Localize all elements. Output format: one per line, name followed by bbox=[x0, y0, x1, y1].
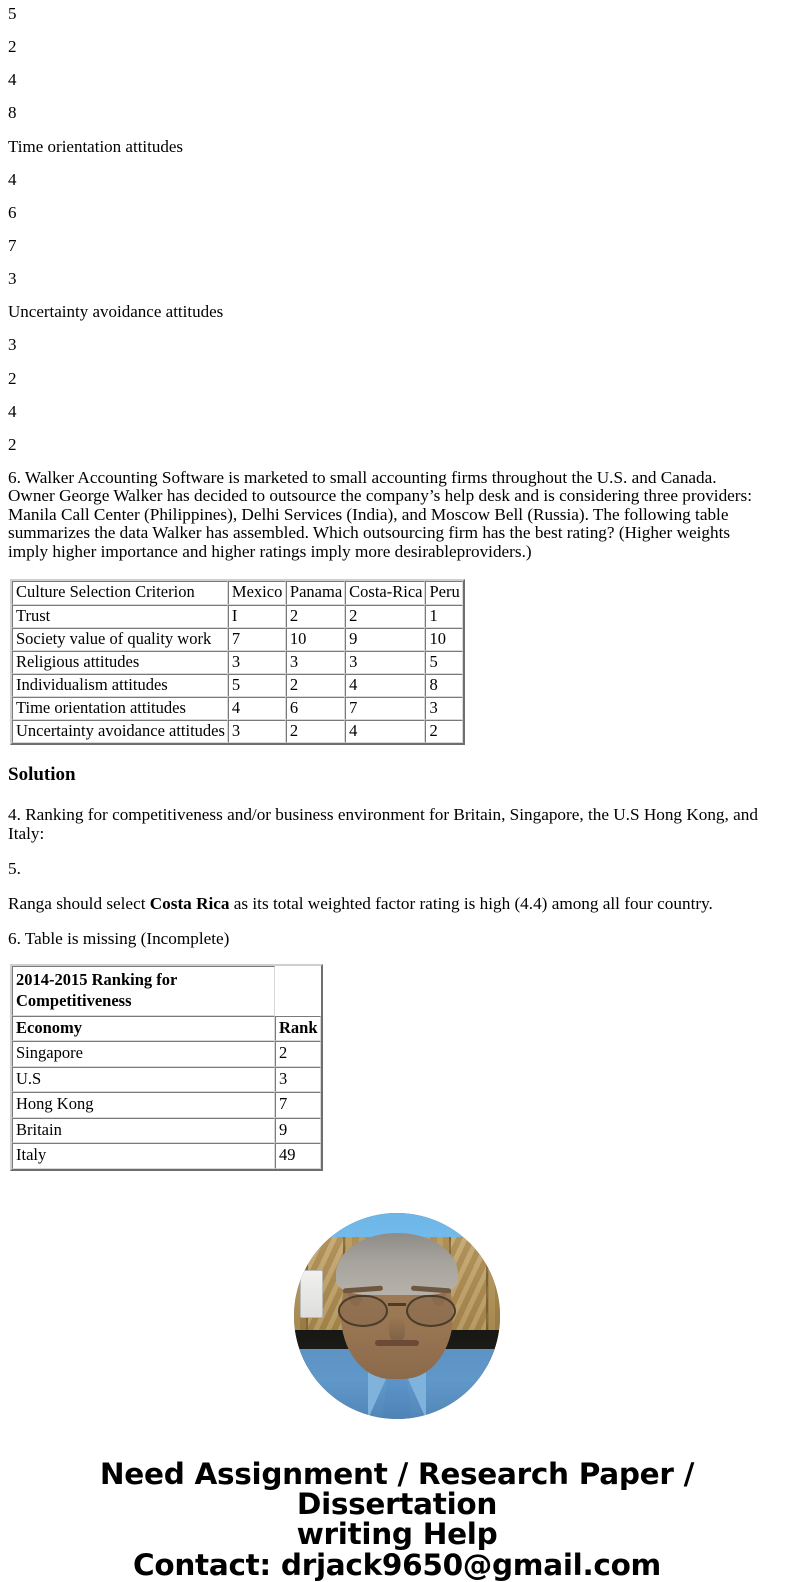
fragment-line: 2 bbox=[8, 434, 17, 454]
promo-contact-line: Contact: drjack9650@gmail.com bbox=[133, 1547, 661, 1582]
table-row bbox=[12, 1118, 321, 1143]
avatar-background-switchplate bbox=[300, 1270, 323, 1317]
cell-mexico: 5 bbox=[228, 674, 286, 697]
fragment-line: 6 bbox=[8, 202, 17, 222]
avatar-container bbox=[8, 1213, 786, 1419]
competitiveness-ranking-table bbox=[10, 964, 323, 1170]
avatar-nose bbox=[389, 1316, 405, 1342]
ranking-table-title-blank bbox=[275, 966, 321, 1015]
promo-block bbox=[8, 1456, 786, 1582]
cell-peru: 3 bbox=[425, 697, 462, 720]
solution-item-6: 6. Table is missing (Incomplete) bbox=[8, 928, 230, 948]
cell-rank: 2 bbox=[275, 1041, 321, 1066]
cell-costa-rica: 3 bbox=[345, 651, 425, 674]
table-row bbox=[12, 1092, 321, 1117]
cell-peru: 5 bbox=[425, 651, 462, 674]
fragment-line: 4 bbox=[8, 169, 17, 189]
table-row bbox=[12, 1041, 321, 1066]
cell-criterion: Trust bbox=[12, 605, 228, 628]
fragment-line: 2 bbox=[8, 368, 17, 388]
cell-economy: Hong Kong bbox=[12, 1092, 275, 1117]
cell-economy: U.S bbox=[12, 1067, 275, 1092]
table-row bbox=[12, 720, 463, 743]
table-header-row bbox=[12, 581, 463, 604]
avatar-mouth bbox=[375, 1340, 419, 1346]
fragment-line: 5 bbox=[8, 4, 17, 23]
table-row bbox=[12, 651, 463, 674]
solution-item-4: 4. Ranking for competitiveness and/or business environment for Britain, Singapore, the U.S Hong Kong, and Italy: bbox=[8, 805, 758, 843]
cell-rank: 49 bbox=[275, 1143, 321, 1168]
fragment-line: 3 bbox=[8, 335, 17, 355]
table-row bbox=[12, 1067, 321, 1092]
solution-heading: Solution bbox=[8, 764, 76, 786]
solution-item-5-text bbox=[8, 895, 786, 914]
table-row bbox=[12, 697, 463, 720]
cell-costa-rica: 9 bbox=[345, 628, 425, 651]
column-header-criterion: Culture Selection Criterion bbox=[12, 581, 228, 604]
solution-text-after: as its total weighted factor rating is high (4.4) among all four country. bbox=[229, 893, 713, 913]
cell-economy: Italy bbox=[12, 1143, 275, 1168]
cell-economy: Singapore bbox=[12, 1041, 275, 1066]
question-paragraph: 6. Walker Accounting Software is marketed to small accounting firms throughout the U.S. and Canada. Owner George Walker has decided to outsource the company’s help desk and is considering three providers: Manila Call Center (Philippines), Delhi Services (India), and Moscow Bell (Russia). The following table summarizes the data Walker has assembled. Which outsourcing firm has the best rating? (Higher weights imply higher importance and higher ratings imply more desirableproviders.) bbox=[8, 467, 752, 561]
cell-costa-rica: 4 bbox=[345, 720, 425, 743]
fragment-line: 7 bbox=[8, 235, 17, 255]
table-row bbox=[12, 1143, 321, 1168]
fragment-line: 2 bbox=[8, 37, 17, 57]
cell-rank: 3 bbox=[275, 1067, 321, 1092]
cell-costa-rica: 4 bbox=[345, 674, 425, 697]
table-row bbox=[12, 674, 463, 697]
column-header-economy: Economy bbox=[12, 1016, 275, 1041]
solution-text-before: Ranga should select bbox=[8, 893, 150, 913]
fragment-line-time-orientation: Time orientation attitudes bbox=[8, 136, 184, 156]
cell-panama: 3 bbox=[286, 651, 345, 674]
cell-mexico: I bbox=[228, 605, 286, 628]
avatar bbox=[294, 1213, 500, 1419]
cell-peru: 2 bbox=[425, 720, 462, 743]
cell-mexico: 7 bbox=[228, 628, 286, 651]
cell-criterion: Society value of quality work bbox=[12, 628, 228, 651]
table-row bbox=[12, 605, 463, 628]
cell-panama: 2 bbox=[286, 720, 345, 743]
table-title-row bbox=[12, 966, 321, 1015]
fragment-line: 4 bbox=[8, 401, 17, 421]
fragment-line: 4 bbox=[8, 70, 17, 90]
fragment-line-uncertainty-avoidance: Uncertainty avoidance attitudes bbox=[8, 302, 224, 322]
cell-mexico: 3 bbox=[228, 720, 286, 743]
avatar-lens-left bbox=[338, 1295, 388, 1327]
top-fragment-list bbox=[8, 5, 786, 454]
cell-panama: 10 bbox=[286, 628, 345, 651]
fragment-line: 3 bbox=[8, 269, 17, 289]
promo-line-2: writing Help bbox=[296, 1517, 498, 1552]
cell-criterion: Uncertainty avoidance attitudes bbox=[12, 720, 228, 743]
cell-economy: Britain bbox=[12, 1118, 275, 1143]
avatar-glasses-bridge bbox=[388, 1303, 406, 1306]
cell-peru: 10 bbox=[425, 628, 462, 651]
cell-panama: 2 bbox=[286, 605, 345, 628]
cell-panama: 6 bbox=[286, 697, 345, 720]
solution-item-5-number: 5. bbox=[8, 858, 21, 878]
promo-line-1: Need Assignment / Research Paper / Dissertation bbox=[99, 1456, 695, 1521]
cell-mexico: 3 bbox=[228, 651, 286, 674]
cell-criterion: Time orientation attitudes bbox=[12, 697, 228, 720]
avatar-background-panel-right bbox=[449, 1237, 488, 1344]
cell-mexico: 4 bbox=[228, 697, 286, 720]
column-header-mexico: Mexico bbox=[228, 581, 286, 604]
cell-costa-rica: 2 bbox=[345, 605, 425, 628]
cell-criterion: Religious attitudes bbox=[12, 651, 228, 674]
column-header-rank: Rank bbox=[275, 1016, 321, 1041]
table-header-row bbox=[12, 1016, 321, 1041]
culture-selection-table bbox=[10, 579, 465, 745]
cell-peru: 8 bbox=[425, 674, 462, 697]
cell-panama: 2 bbox=[286, 674, 345, 697]
column-header-panama: Panama bbox=[286, 581, 345, 604]
cell-costa-rica: 7 bbox=[345, 697, 425, 720]
avatar-lens-right bbox=[406, 1295, 456, 1327]
cell-rank: 9 bbox=[275, 1118, 321, 1143]
cell-peru: 1 bbox=[425, 605, 462, 628]
column-header-costa-rica: Costa-Rica bbox=[345, 581, 425, 604]
fragment-line: 8 bbox=[8, 103, 17, 123]
cell-criterion: Individualism attitudes bbox=[12, 674, 228, 697]
cell-rank: 7 bbox=[275, 1092, 321, 1117]
ranking-table-title: 2014-2015 Ranking for Competitiveness bbox=[12, 966, 275, 1015]
table-row bbox=[12, 628, 463, 651]
solution-bold-country: Costa Rica bbox=[149, 893, 230, 913]
column-header-peru: Peru bbox=[425, 581, 462, 604]
